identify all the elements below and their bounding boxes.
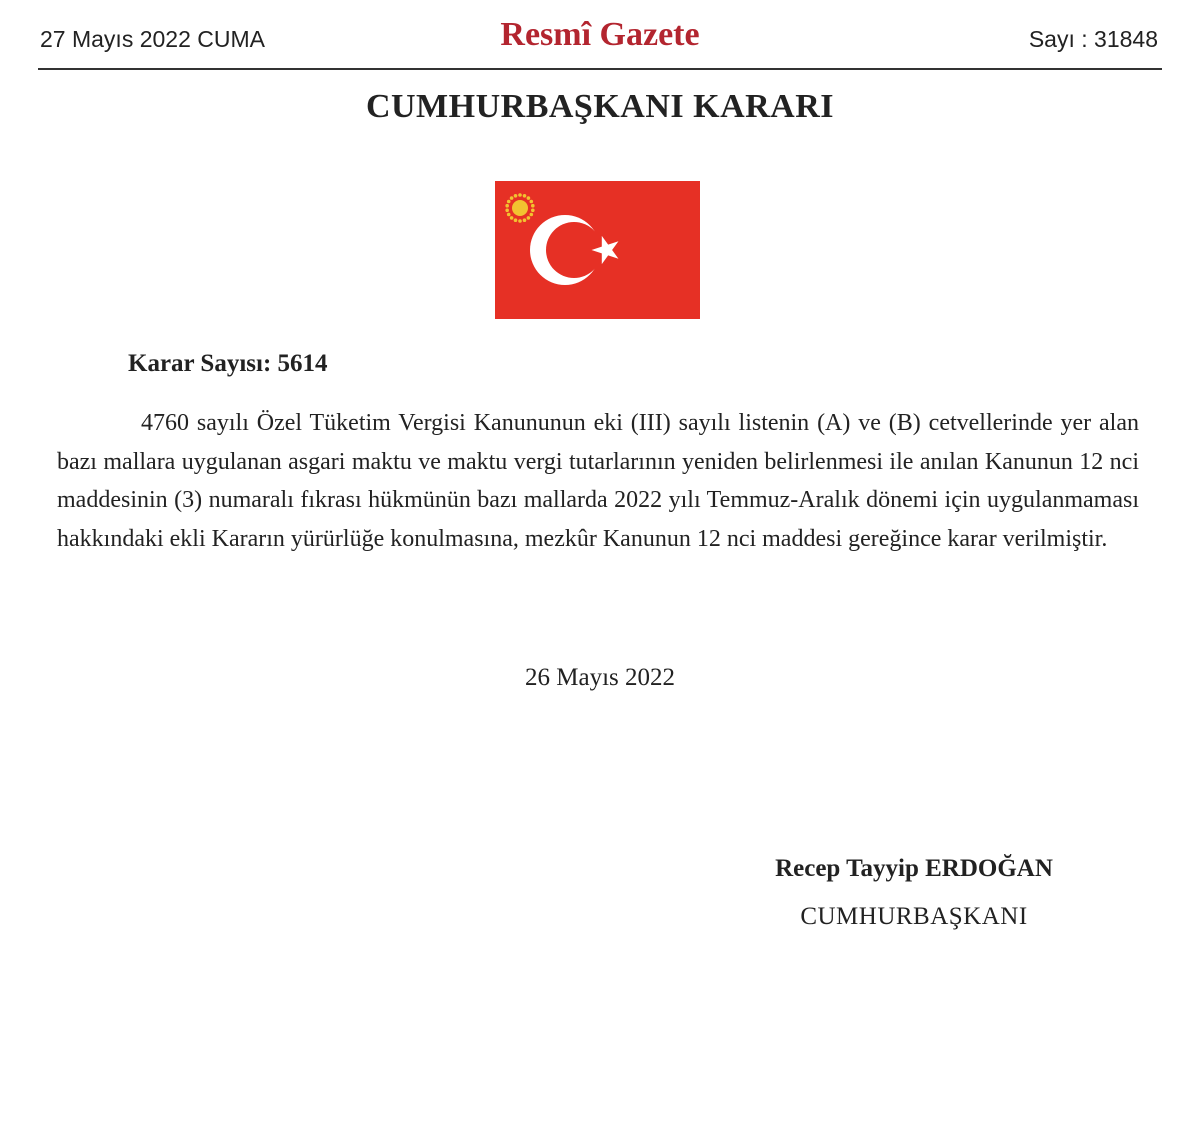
gazette-header	[38, 14, 1162, 70]
decision-date: 26 Mayıs 2022	[525, 664, 675, 691]
header-title: Resmî Gazete	[500, 16, 700, 53]
header-issue-number: Sayı : 31848	[1028, 26, 1158, 52]
header-date: 27 Mayıs 2022 CUMA	[40, 26, 265, 52]
signer-name: Recep Tayyip ERDOĞAN	[775, 855, 1053, 882]
decision-number: Karar Sayısı: 5614	[128, 350, 328, 377]
signer-title: CUMHURBAŞKANI	[800, 903, 1028, 930]
turkish-flag-icon	[495, 181, 700, 319]
document-title: CUMHURBAŞKANI KARARI	[365, 88, 835, 125]
decision-body-text: 4760 sayılı Özel Tüketim Vergisi Kanununun eki (III) sayılı listenin (A) ve (B) cetvellerinde yer alan bazı mallara uygulanan asgari maktu ve maktu vergi tutarlarının yeniden belirlenmesi ile anılan Kanunun 12 nci maddesinin (3) numaralı fıkrası hükmünün bazı mallarda 2022 yılı Temmuz-Aralık dönemi için uygulanmaması hakkındaki ekli Kararın yürürlüğe konulmasına, mezkûr Kanunun 12 nci maddesi gereğince karar verilmiştir.	[57, 410, 1139, 552]
